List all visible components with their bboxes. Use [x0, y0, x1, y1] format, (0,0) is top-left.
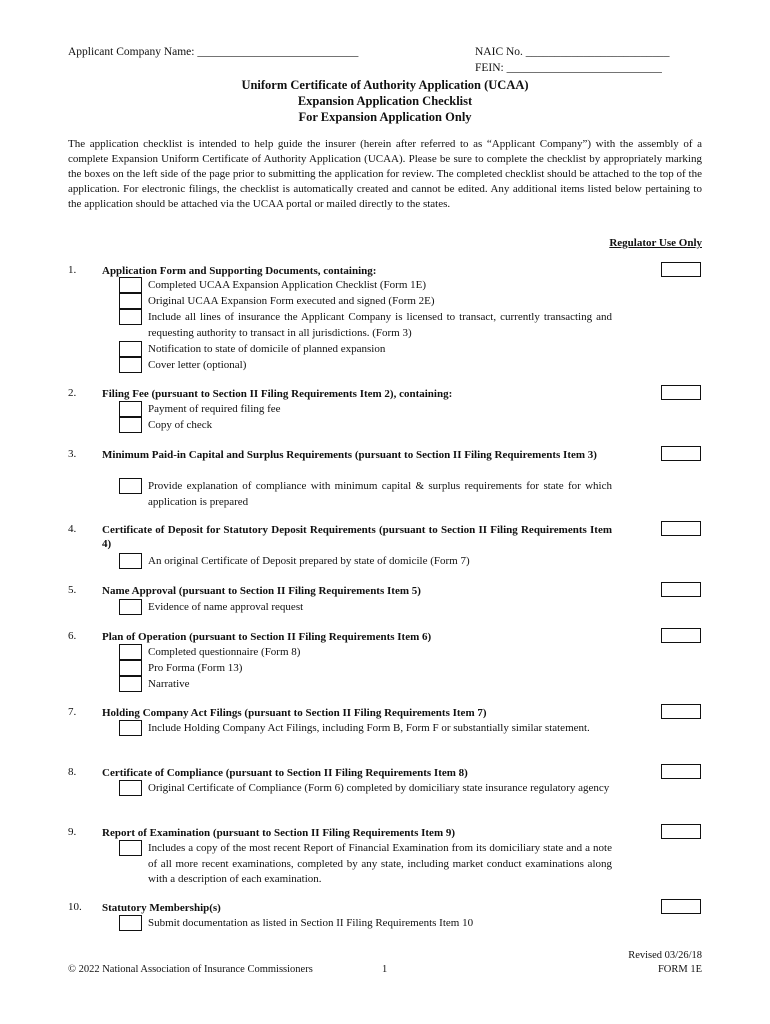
checklist-item: Include Holding Company Act Filings, including Form B, Form F or substantially similar statement.	[148, 722, 590, 734]
checkbox[interactable]	[119, 553, 142, 569]
regulator-checkbox[interactable]	[661, 824, 701, 839]
footer-revised: Revised 03/26/18	[628, 950, 702, 961]
naic-number-label: NAIC No. _________________________	[475, 46, 670, 58]
section-number: 5.	[68, 584, 77, 596]
checklist-item: Include all lines of insurance the Applicant Company is licensed to transact, currently transacting and requesting authority to transact in all jurisdictions. (Form 3)	[148, 311, 612, 339]
checkbox[interactable]	[119, 341, 142, 357]
checklist-item: Pro Forma (Form 13)	[148, 662, 243, 674]
checkbox[interactable]	[119, 780, 142, 796]
checkbox[interactable]	[119, 915, 142, 931]
checklist-item: Original UCAA Expansion Form executed and signed (Form 2E)	[148, 295, 435, 307]
footer-form: FORM 1E	[657, 964, 702, 975]
section-number: 10.	[68, 901, 82, 913]
regulator-checkbox[interactable]	[661, 521, 701, 536]
section-number: 7.	[68, 706, 77, 718]
section-number: 9.	[68, 826, 77, 838]
footer-copyright: © 2022 National Association of Insurance Commissioners	[68, 964, 313, 975]
checkbox[interactable]	[119, 417, 142, 433]
checklist-item: Evidence of name approval request	[148, 601, 304, 613]
section-number: 3.	[68, 448, 77, 460]
section-number: 1.	[68, 264, 77, 276]
regulator-checkbox[interactable]	[661, 704, 701, 719]
regulator-checkbox[interactable]	[661, 582, 701, 597]
regulator-use-label: Regulator Use Only	[609, 237, 702, 249]
regulator-checkbox[interactable]	[661, 385, 701, 400]
document-title: Uniform Certificate of Authority Application (UCAA)	[241, 78, 529, 92]
checklist-item: Copy of check	[148, 419, 213, 431]
section-title: Filing Fee (pursuant to Section II Filing Requirements Item 2), containing:	[102, 388, 453, 400]
checkbox[interactable]	[119, 676, 142, 692]
checkbox[interactable]	[119, 277, 142, 293]
regulator-checkbox[interactable]	[661, 628, 701, 643]
checklist-item: Completed UCAA Expansion Application Checklist (Form 1E)	[148, 279, 427, 291]
checkbox[interactable]	[119, 293, 142, 309]
checkbox[interactable]	[119, 401, 142, 417]
section-title: Report of Examination (pursuant to Section II Filing Requirements Item 9)	[102, 827, 456, 839]
section-number: 4.	[68, 523, 77, 535]
checklist-item: Notification to state of domicile of planned expansion	[148, 343, 386, 355]
section-number: 6.	[68, 630, 77, 642]
section-title: Certificate of Deposit for Statutory Deposit Requirements (pursuant to Section II Filing Requirements Item 4)	[102, 524, 612, 550]
section-title: Plan of Operation (pursuant to Section II Filing Requirements Item 6)	[102, 631, 432, 643]
regulator-checkbox[interactable]	[661, 899, 701, 914]
regulator-checkbox[interactable]	[661, 446, 701, 461]
section-number: 8.	[68, 766, 77, 778]
checkbox[interactable]	[119, 644, 142, 660]
section-title: Minimum Paid-in Capital and Surplus Requirements (pursuant to Section II Filing Requirements Item 3)	[102, 449, 597, 461]
checkbox[interactable]	[119, 357, 142, 373]
checkbox[interactable]	[119, 309, 142, 325]
checklist-item: Original Certificate of Compliance (Form 6) completed by domiciliary state insurance regulatory agency	[148, 782, 610, 794]
checkbox[interactable]	[119, 840, 142, 856]
checklist-item: Provide explanation of compliance with minimum capital & surplus requirements for state for which application is prepared	[148, 480, 612, 508]
checklist-item: Payment of required filing fee	[148, 403, 281, 415]
section-title: Application Form and Supporting Documents, containing:	[102, 265, 377, 277]
checklist-item: Narrative	[148, 678, 190, 690]
section-title: Certificate of Compliance (pursuant to Section II Filing Requirements Item 8)	[102, 767, 468, 779]
document-subtitle: Expansion Application Checklist	[297, 94, 473, 108]
checklist-item: Completed questionnaire (Form 8)	[148, 646, 301, 658]
checkbox[interactable]	[119, 660, 142, 676]
document-subtitle-2: For Expansion Application Only	[298, 110, 472, 124]
applicant-company-name-label: Applicant Company Name: ____________________________	[68, 46, 359, 58]
section-number: 2.	[68, 387, 77, 399]
section-title: Statutory Membership(s)	[102, 902, 221, 914]
checkbox[interactable]	[119, 478, 142, 494]
regulator-checkbox[interactable]	[661, 262, 701, 277]
checkbox[interactable]	[119, 720, 142, 736]
checklist-item: Includes a copy of the most recent Report of Financial Examination from its domiciliary state and a note of all more recent examinations, completed by any state, including market conduct examinations along with a description of each examination.	[148, 842, 612, 885]
intro-paragraph: The application checklist is intended to help guide the insurer (herein after referred to as “Applicant Company”) with the assembly of a complete Expansion Uniform Certificate of Authority Application (UCAA). Please be sure to complete the checklist by appropriately marking the boxes on the left side of the page prior to submitting the application for review. The completed checklist should be attached to the top of the application. For electronic filings, the checklist is automatically created and cannot be edited. Any additional items listed below pertaining to the application should be attached via the UCAA portal or mailed directly to the states.	[68, 138, 702, 210]
checklist-item: Cover letter (optional)	[148, 359, 247, 371]
regulator-checkbox[interactable]	[661, 764, 701, 779]
section-title: Name Approval (pursuant to Section II Filing Requirements Item 5)	[102, 585, 421, 597]
checklist-item: An original Certificate of Deposit prepared by state of domicile (Form 7)	[148, 555, 470, 567]
footer-page-number: 1	[382, 964, 388, 975]
fein-label: FEIN: ___________________________	[475, 62, 662, 74]
checkbox[interactable]	[119, 599, 142, 615]
checklist-item: Submit documentation as listed in Section II Filing Requirements Item 10	[148, 917, 474, 929]
section-title: Holding Company Act Filings (pursuant to Section II Filing Requirements Item 7)	[102, 707, 487, 719]
